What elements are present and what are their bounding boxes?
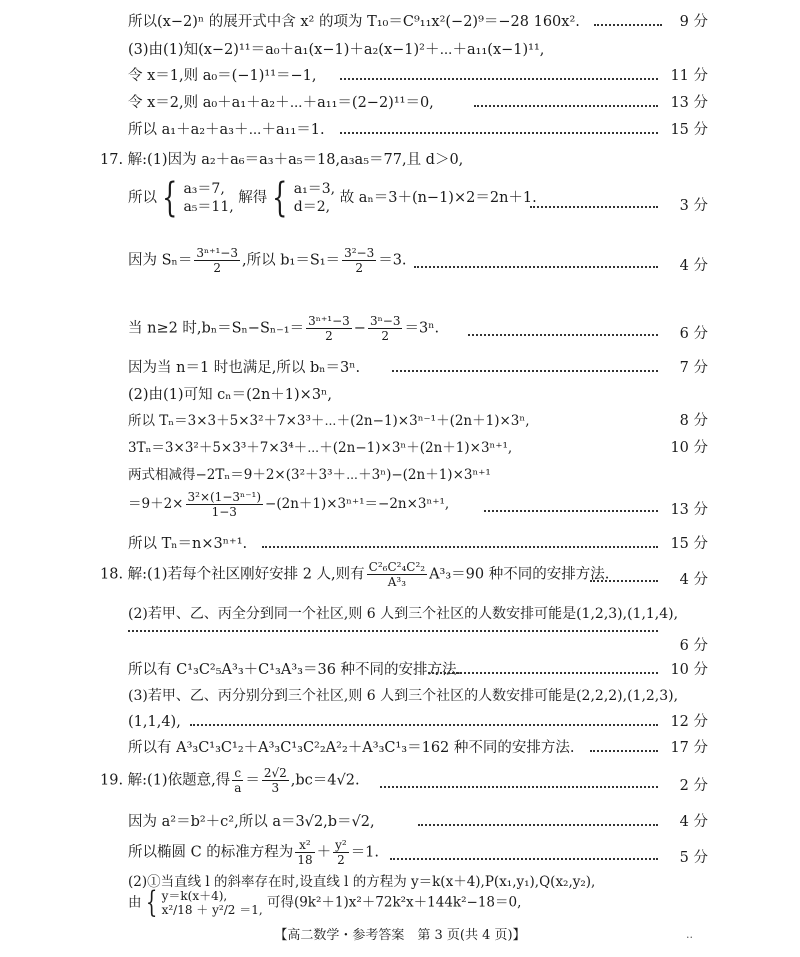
dotted-leader <box>340 78 658 80</box>
line-text: (3)由(1)知(x−2)¹¹＝a₀＋a₁(x−1)＋a₂(x−1)²＋⋯＋a₁₁(x−1)¹¹, <box>128 42 545 58</box>
answer-line <box>0 176 800 222</box>
equation: a₅＝11, <box>183 199 234 215</box>
score-label: 7 分 <box>679 360 708 376</box>
fraction <box>194 246 240 275</box>
score-label: 15 分 <box>670 122 708 138</box>
brace-icon: { <box>272 175 288 221</box>
answer-line <box>0 246 800 282</box>
score-label: 10 分 <box>670 662 708 678</box>
score-label: 15 分 <box>670 536 708 552</box>
score-label: 9 分 <box>679 14 708 30</box>
dotted-leader <box>428 672 658 674</box>
dotted-leader <box>190 724 658 726</box>
line-text: 因为 a²＝b²＋c²,所以 a＝3√2,b＝√2, <box>128 814 375 830</box>
math-text: ＝ <box>245 772 260 789</box>
score-label: 11 分 <box>670 68 708 84</box>
dotted-leader <box>390 858 658 860</box>
fraction <box>262 766 289 795</box>
dotted-leader <box>414 266 658 268</box>
score-label: 12 分 <box>670 714 708 730</box>
dotted-leader <box>392 370 658 372</box>
numerator: 3ⁿ⁺¹−3 <box>196 246 238 260</box>
line-text: 3Tₙ＝3×3²＋5×3³＋7×3⁴＋⋯＋(2n−1)×3ⁿ＋(2n＋1)×3ⁿ⁺¹, <box>128 440 513 456</box>
fraction <box>232 766 243 795</box>
dotted-leader <box>590 580 658 582</box>
numerator: c <box>232 766 243 781</box>
problem-19-header <box>0 766 800 802</box>
math-text: 故 aₙ＝3＋(n−1)×2＝2n＋1. <box>339 190 537 206</box>
equation-system <box>294 180 335 216</box>
math-line <box>128 490 449 519</box>
equation: a₃＝7, <box>183 181 225 197</box>
math-text: 所以 <box>128 190 157 206</box>
numerator: 3²×(1−3ⁿ⁻¹) <box>187 490 262 504</box>
score-label: 4 分 <box>679 258 708 274</box>
equation-system <box>162 889 263 917</box>
score-label: 4 分 <box>679 814 708 830</box>
line-text: 所以 Tₙ＝n×3ⁿ⁺¹. <box>128 536 248 552</box>
dotted-leader <box>418 824 658 826</box>
dotted-leader <box>474 105 658 107</box>
dotted-leader <box>590 750 658 752</box>
math-line <box>128 246 407 275</box>
line-text: (2)若甲、乙、丙全分到同一个社区,则 6 人到三个社区的人数安排可能是(1,2,3),(1,1,4), <box>128 606 679 622</box>
brace-icon: { <box>162 175 178 221</box>
fraction <box>367 560 427 589</box>
score-label: 6 分 <box>679 326 708 342</box>
answer-line <box>0 838 800 874</box>
score-label: 5 分 <box>679 850 708 866</box>
problem-18-header <box>0 560 800 596</box>
math-text: ＝9＋2× <box>128 496 184 512</box>
score-label: 10 分 <box>670 440 708 456</box>
fraction <box>295 838 314 867</box>
line-text: (3)若甲、乙、丙分别分到三个社区,则 6 人到三个社区的人数安排可能是(2,2,2),(1,2,3), <box>128 688 679 704</box>
equation: y＝k(x＋4), <box>161 889 228 903</box>
dotted-leader <box>484 510 658 512</box>
line-text: 所以有 A³₃C¹₃C¹₂＋A³₃C¹₃C²₂A²₂＋A³₃C¹₃＝162 种不同的安排方法. <box>128 740 575 756</box>
line-text: (1,1,4), <box>128 714 181 730</box>
numerator: 3ⁿ−3 <box>369 314 401 328</box>
dotted-leader <box>380 786 658 788</box>
answer-line <box>0 885 800 922</box>
equation: d＝2, <box>293 199 331 215</box>
math-text: 所以椭圆 C 的标准方程为 <box>128 844 294 861</box>
dotted-leader <box>128 630 658 632</box>
line-text: (2)由(1)可知 cₙ＝(2n＋1)×3ⁿ, <box>128 387 332 403</box>
denominator: 2 <box>325 329 333 343</box>
fraction <box>342 246 376 275</box>
line-text: 因为当 n＝1 时也满足,所以 bₙ＝3ⁿ. <box>128 360 361 376</box>
numerator: 3ⁿ⁺¹−3 <box>308 314 350 328</box>
fraction <box>333 838 349 867</box>
numerator: x² <box>295 838 314 853</box>
score-label: 6 分 <box>679 638 708 654</box>
fraction <box>306 314 352 343</box>
line-text: 令 x＝2,则 a₀＋a₁＋a₂＋⋯＋a₁₁＝(2−2)¹¹＝0, <box>128 95 434 111</box>
answer-line <box>0 490 800 526</box>
math-line <box>128 885 522 920</box>
math-text: ＝3. <box>378 252 407 269</box>
dotted-leader <box>468 334 658 336</box>
math-line <box>100 766 360 795</box>
line-text: 所以 a₁＋a₂＋a₃＋⋯＋a₁₁＝1. <box>128 122 325 138</box>
denominator: A³₃ <box>387 575 407 589</box>
page-footer: 【高二数学・参考答案 第 3 页(共 4 页)】 <box>274 928 526 943</box>
math-text: 19. 解:(1)依题意,得 <box>100 772 231 789</box>
math-text: 当 n≥2 时,bₙ＝Sₙ−Sₙ₋₁＝ <box>128 320 305 337</box>
equation-system <box>183 180 233 216</box>
score-label: 13 分 <box>670 95 708 111</box>
denominator: 2 <box>381 329 390 343</box>
fraction <box>186 490 264 519</box>
numerator: 2√2 <box>263 766 287 780</box>
score-label: 17 分 <box>670 740 708 756</box>
denominator: 2 <box>213 261 221 275</box>
score-label: 2 分 <box>679 778 708 794</box>
denominator: 2 <box>355 261 363 275</box>
denominator: 3 <box>271 781 280 795</box>
math-text: ＝3ⁿ. <box>404 320 440 337</box>
math-text: −(2n＋1)×3ⁿ⁺¹＝−2n×3ⁿ⁺¹, <box>265 496 450 512</box>
score-label: 3 分 <box>679 198 708 214</box>
score-label: 4 分 <box>679 572 708 588</box>
dotted-leader <box>340 132 658 134</box>
numerator: y² <box>335 838 347 852</box>
denominator: 2 <box>337 853 345 867</box>
math-text: 可得(9k²＋1)x²＋72k²x＋144k²−18＝0, <box>266 894 522 911</box>
math-line <box>128 838 379 867</box>
math-text: 解得 <box>238 190 268 206</box>
score-label: 8 分 <box>679 413 708 429</box>
math-text: 因为 Sₙ＝ <box>128 252 193 269</box>
numerator: C²₆C²₄C²₂ <box>368 560 426 574</box>
corner-mark: .. <box>686 928 693 941</box>
math-text: ,bc＝4√2. <box>290 772 360 789</box>
math-line <box>128 175 537 221</box>
math-text: ,所以 b₁＝S₁＝ <box>242 252 341 269</box>
fraction <box>368 314 403 343</box>
math-line <box>128 314 439 343</box>
line-text: 所以有 C¹₃C²₅A³₃＋C¹₃A³₃＝36 种不同的安排方法. <box>128 662 462 678</box>
math-text: ＝1. <box>350 844 380 861</box>
math-text: A³₃＝90 种不同的安排方法. <box>429 566 610 583</box>
equation: x²/18 ＋ y²/2 ＝1, <box>161 903 263 917</box>
denominator: 1−3 <box>211 505 237 519</box>
answer-line <box>0 314 800 350</box>
denominator: 18 <box>297 853 313 867</box>
line-text: 所以 Tₙ＝3×3＋5×3²＋7×3³＋⋯＋(2n−1)×3ⁿ⁻¹＋(2n＋1)×3ⁿ, <box>128 413 530 429</box>
line-text: 令 x＝1,则 a₀＝(−1)¹¹＝−1, <box>128 68 317 84</box>
denominator: a <box>234 781 242 795</box>
equation: a₁＝3, <box>293 181 336 197</box>
math-text: − <box>353 320 366 337</box>
line-text: 所以(x−2)ⁿ 的展开式中含 x² 的项为 T₁₀＝C⁹₁₁x²(−2)⁹＝−28 160x². <box>128 14 580 30</box>
line-text: (2)①当直线 l 的斜率存在时,设直线 l 的方程为 y＝k(x＋4),P(x₁,y₁),Q(x₂,y₂), <box>128 874 596 890</box>
score-label: 13 分 <box>670 502 708 518</box>
numerator: 3²−3 <box>344 246 375 260</box>
math-text: 由 <box>128 894 142 911</box>
brace-icon: { <box>145 885 157 920</box>
math-text: 18. 解:(1)若每个社区刚好安排 2 人,则有 <box>100 566 365 583</box>
dotted-leader <box>262 546 658 548</box>
line-text: 17. 解:(1)因为 a₂＋a₆＝a₃＋a₅＝18,a₃a₅＝77,且 d＞0, <box>100 152 464 168</box>
math-line <box>100 560 609 589</box>
dotted-leader <box>594 24 662 26</box>
line-text: 两式相减得−2Tₙ＝9＋2×(3²＋3³＋⋯＋3ⁿ)−(2n＋1)×3ⁿ⁺¹ <box>128 467 491 483</box>
math-text: ＋ <box>316 844 332 861</box>
dotted-leader <box>530 206 658 208</box>
